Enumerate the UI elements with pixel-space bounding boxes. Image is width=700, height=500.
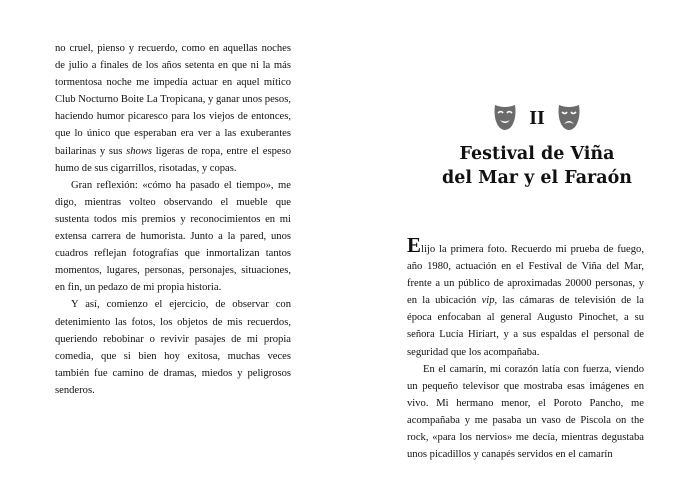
left-p1-text-a: no cruel, pienso y recuerdo, como en aquellas noches de julio a finales de los años setenta en que ni la más tormentosa noche me impedía actuar en aquel mítico Club Nocturno Boite La Tropicana, y ganar unos pesos, haciendo humor picaresco para los viejos de entonces, que lo único que esperaban era ver a las exuberantes bailarinas y sus <box>55 43 291 157</box>
right-page <box>350 0 700 500</box>
tragedy-mask-icon <box>557 103 581 133</box>
right-page-body <box>407 233 644 463</box>
right-p1-text-b: , las cámaras de televisión de la época enfocaban al general Augusto Pinochet, a su señora Lucía Hiriart, y a sus espaldas el personal de seguridad que los acompañaba. <box>407 295 644 358</box>
left-paragraph-2: Gran reflexión: «cómo ha pasado el tiempo», me digo, mientras volteo observando el mueble que sustenta todos mis premios y reconocimientos en mi extensa carrera de humorista. Junto a la pared, unos cuadros reflejan fotografías que inmortalizan tantos momentos, lugares, personas, personajes, situaciones, en fin, un pedazo de mi propia historia. <box>55 179 291 294</box>
right-p1-text-a: lijo la primera foto. Recuerdo mi prueba de fuego, año 1980, actuación en el Festival de Viña del Mar, frente a un público de aproximadas 20000 personas, y en la ubicación <box>407 244 644 307</box>
left-paragraph-3: Y así, comienzo el ejercicio, de observar con detenimiento las fotos, los objetos de mis recuerdos, queriendo rebobinar o revivir pasajes de mi propia comedia, que si bien hoy exitosa, muchas veces también fue camino de dramas, miedos y peligrosos senderos. <box>55 299 291 396</box>
chapter-ornament <box>412 98 662 138</box>
left-paragraph-1 <box>55 40 291 177</box>
right-paragraph-2: En el camarín, mi corazón latía con fuerza, viendo un pequeño televisor que mostraba esas imágenes en vivo. Mi hermano menor, el Poroto Pancho, me acompañaba y me pasaba un vaso de Piscola on the rock, «para los nervios» me decía, mientras degustaba unos picadillos y canapés servidos en el camarín <box>407 363 644 461</box>
left-p1-text-b: ligeras de ropa, entre el espeso humo de sus cigarrillos, risotadas, y copas. <box>55 145 291 174</box>
right-paragraph-1 <box>407 233 644 361</box>
chapter-title <box>412 142 662 190</box>
comedy-mask-icon <box>493 103 517 133</box>
chapter-title-line-1: Festival de Viña <box>459 144 615 164</box>
drop-cap: E <box>407 233 422 257</box>
left-page-body <box>55 40 291 399</box>
chapter-number: II <box>529 106 545 129</box>
left-p1-italic: shows <box>126 145 153 157</box>
right-p1-italic: vip <box>481 295 495 307</box>
chapter-title-line-2: del Mar y el Faraón <box>441 168 633 188</box>
chapter-heading <box>412 98 662 190</box>
